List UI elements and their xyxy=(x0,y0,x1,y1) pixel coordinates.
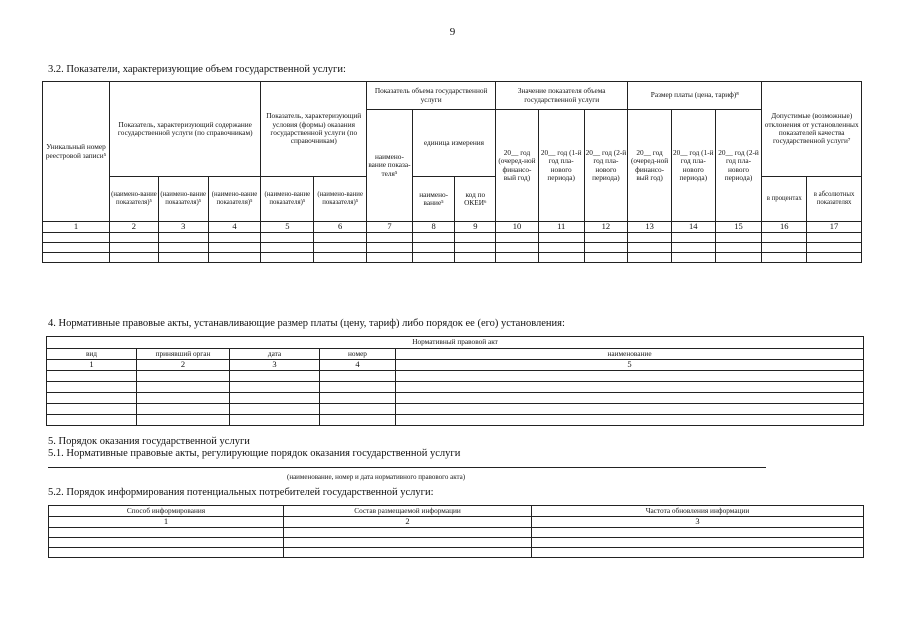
col-content: Состав размещаемой информации xyxy=(284,506,532,517)
col-number: 14 xyxy=(671,222,715,233)
header-indicator-name: наимено-вание показа-теля⁵ xyxy=(367,110,413,222)
col-number: 10 xyxy=(496,222,539,233)
table-row xyxy=(47,403,864,414)
header-price-year-3: 20__ год (2-й год пла-нового периода) xyxy=(715,110,762,222)
section-5-1-title: 5.1. Нормативные правовые акты, регулирующие порядок оказания государственной услуги xyxy=(48,448,461,459)
col-name: наименование xyxy=(396,349,864,360)
fill-in-caption: (наименование, номер и дата нормативного правового акта) xyxy=(287,473,466,481)
table-row xyxy=(43,253,862,263)
table-row xyxy=(49,527,864,537)
col-number: 3 xyxy=(158,222,208,233)
header-unit-name: наимено-вание⁵ xyxy=(412,177,455,222)
header-indicator-col-3: (наимено-вание показателя)⁵ xyxy=(158,177,208,222)
header-price: Размер платы (цена, тариф)⁸ xyxy=(628,82,762,110)
col-number: 8 xyxy=(412,222,455,233)
col-number: 1 xyxy=(43,222,110,233)
col-number: 3 xyxy=(532,517,864,528)
section-5-title: 5. Порядок оказания государственной услуги xyxy=(48,436,250,447)
col-number: 12 xyxy=(584,222,628,233)
header-indicator-col-4: (наимено-вание показателя)⁵ xyxy=(208,177,261,222)
table-row xyxy=(47,414,864,425)
col-number: 5 xyxy=(261,222,314,233)
col-type: вид xyxy=(47,349,137,360)
col-number: 2 xyxy=(137,360,230,371)
header-volume-indicator: Показатель объема государственной услуги xyxy=(367,82,496,110)
col-number: 15 xyxy=(715,222,762,233)
header-conditions-indicator: Показатель, характеризующий условия (формы) оказания государственной услуги (по справочникам) xyxy=(261,82,367,177)
informing-table xyxy=(48,505,864,558)
col-number: 3 xyxy=(230,360,320,371)
section-4-title: 4. Нормативные правовые акты, устанавливающие размер платы (цену, тариф) либо порядок ее (его) установления: xyxy=(48,318,565,329)
col-frequency: Частота обновления информации xyxy=(532,506,864,517)
header-unit: единица измерения xyxy=(412,110,495,177)
col-number: номер xyxy=(320,349,396,360)
header-absolute: в абсолютных показателях xyxy=(807,177,862,222)
header-deviation: Допустимые (возможные) отклонения от установленных показателей качества государственной услуги⁷ xyxy=(762,82,862,177)
col-number: 13 xyxy=(628,222,672,233)
page-number: 9 xyxy=(449,26,456,38)
col-method: Способ информирования xyxy=(49,506,284,517)
col-number: 11 xyxy=(538,222,584,233)
col-number: 2 xyxy=(110,222,159,233)
table-row xyxy=(49,547,864,557)
col-number: 1 xyxy=(49,517,284,528)
legal-act-header: Нормативный правовой акт xyxy=(47,337,864,349)
header-indicator-col-2: (наимено-вание показателя)⁵ xyxy=(110,177,159,222)
table-row xyxy=(47,370,864,381)
header-okei-code: код по ОКЕИ⁶ xyxy=(455,177,496,222)
header-content-indicator: Показатель, характеризующий содержание государственной услуги (по справочникам) xyxy=(110,82,261,177)
header-year-2: 20__ год (1-й год пла-нового периода) xyxy=(538,110,584,222)
col-authority: принявший орган xyxy=(137,349,230,360)
col-number: 2 xyxy=(284,517,532,528)
fill-in-line xyxy=(48,467,766,468)
col-date: дата xyxy=(230,349,320,360)
section-5-2-title: 5.2. Порядок информирования потенциальных потребителей государственной услуги: xyxy=(48,487,434,498)
col-number: 17 xyxy=(807,222,862,233)
col-number: 7 xyxy=(367,222,413,233)
col-number: 9 xyxy=(455,222,496,233)
header-percent: в процентах xyxy=(762,177,807,222)
col-number: 16 xyxy=(762,222,807,233)
table-row xyxy=(43,243,862,253)
header-indicator-col-5: (наимено-вание показателя)⁵ xyxy=(261,177,314,222)
legal-acts-table xyxy=(46,336,864,426)
header-unique-number: Уникальный номер реестровой записи⁵ xyxy=(43,82,110,222)
volume-indicators-table xyxy=(42,81,862,263)
header-price-year-1: 20__ год (очеред-ной финансо-вый год) xyxy=(628,110,672,222)
header-volume-value: Значение показателя объема государственной услуги xyxy=(496,82,628,110)
header-year-3: 20__ год (2-й год пла-нового периода) xyxy=(584,110,628,222)
table-row xyxy=(43,233,862,243)
table-row xyxy=(47,392,864,403)
header-year-1: 20__ год (очеред-ной финансо-вый год) xyxy=(496,110,539,222)
col-number: 4 xyxy=(208,222,261,233)
table-row xyxy=(47,381,864,392)
header-price-year-2: 20__ год (1-й год пла-нового периода) xyxy=(671,110,715,222)
header-indicator-col-6: (наимено-вание показателя)⁵ xyxy=(314,177,367,222)
table-row xyxy=(49,537,864,547)
section-3-2-title: 3.2. Показатели, характеризующие объем государственной услуги: xyxy=(48,64,346,75)
col-number: 4 xyxy=(320,360,396,371)
col-number: 1 xyxy=(47,360,137,371)
col-number: 5 xyxy=(396,360,864,371)
col-number: 6 xyxy=(314,222,367,233)
